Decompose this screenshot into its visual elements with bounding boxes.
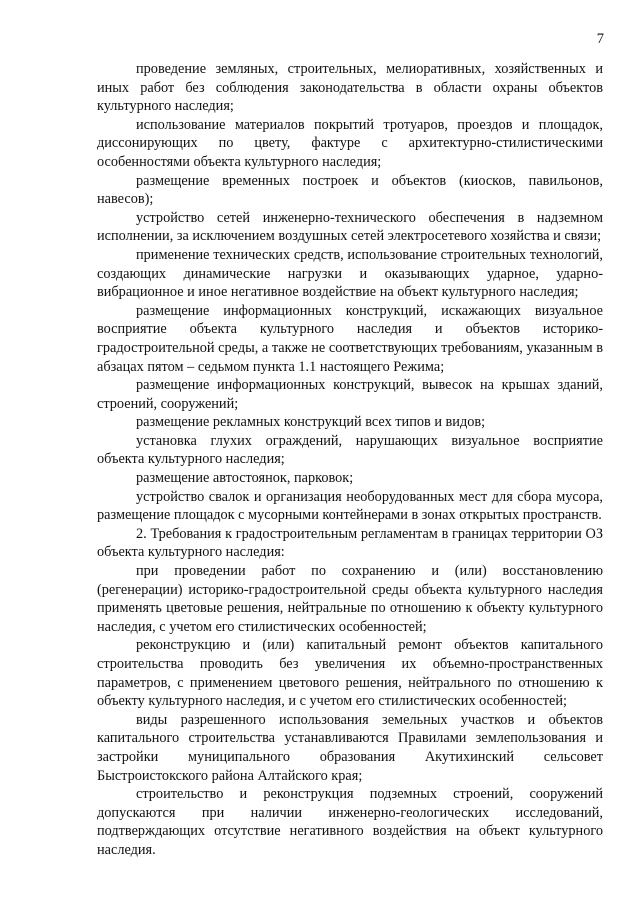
paragraph: размещение автостоянок, парковок;: [136, 470, 354, 487]
paragraph: размещение рекламных конструкций всех типов и видов;: [136, 414, 486, 431]
paragraph: размещение информационных конструкций, вывесок на крышах зданий, строений, сооружений;: [97, 377, 603, 412]
paragraph: реконструкцию и (или) капитальный ремонт объектов капитального строительства проводить без увеличения их объемно-пространственных параметров, с применением цветового решения, нейтрального по отношению к объекту культурного наследия, и с учетом его стилистических особенностей;: [97, 637, 603, 710]
paragraph: размещение информационных конструкций, искажающих визуальное восприятие объекта культурного наследия и объектов историко-градостроительной среды, а также не соответствующих требованиям, указанным в абзацах пятом – седьмом пункта 1.1 настоящего Режима;: [97, 302, 603, 375]
paragraph: строительство и реконструкция подземных строений, сооружений допускаются при наличии инженерно-геологических исследований, подтверждающих отсутствие негативного воздействия на объект культурного наследия.: [97, 786, 603, 858]
document-body: [97, 60, 603, 860]
page-number: 7: [596, 31, 604, 47]
paragraph: применение технических средств, использование строительных технологий, создающих динамические нагрузки и оказывающих ударное, ударно-вибрационное и иное негативное воздействие на объект культурного наследия;: [97, 246, 603, 301]
section-heading: 2. Требования к градостроительным регламентам в границах территории ОЗ объекта культурного наследия:: [97, 525, 603, 561]
paragraph: размещение временных построек и объектов (киосков, павильонов, навесов);: [97, 172, 603, 208]
paragraph: при проведении работ по сохранению и (или) восстановлению (регенерации) историко-градостроительной среды объекта культурного наследия применять цветовые решения, нейтральные по отношению к объекту культурного наследия, с учетом его стилистических особенностей;: [97, 563, 603, 635]
paragraph: установка глухих ограждений, нарушающих визуальное восприятие объекта культурного наследия;: [97, 432, 603, 468]
paragraph: проведение земляных, строительных, мелиоративных, хозяйственных и иных работ без соблюдения законодательства в области охраны объектов культурного наследия;: [97, 61, 603, 115]
paragraph: использование материалов покрытий тротуаров, проездов и площадок, диссонирующих по цвету, фактуре с архитектурно-стилистическими особенностями объекта культурного наследия;: [97, 116, 603, 170]
paragraph: устройство сетей инженерно-технического обеспечения в надземном исполнении, за исключением воздушных сетей электросетевого хозяйства и связи;: [97, 209, 603, 245]
paragraph: устройство свалок и организация необорудованных мест для сбора мусора, размещение площадок с мусорными контейнерами в зонах открытых пространств.: [97, 488, 603, 524]
paragraph: виды разрешенного использования земельных участков и объектов капитального строительства устанавливаются Правилами землепользования и застройки муниципального образования Акутихинский сельсовет Быстроистокского района Алтайского края;: [97, 711, 603, 784]
